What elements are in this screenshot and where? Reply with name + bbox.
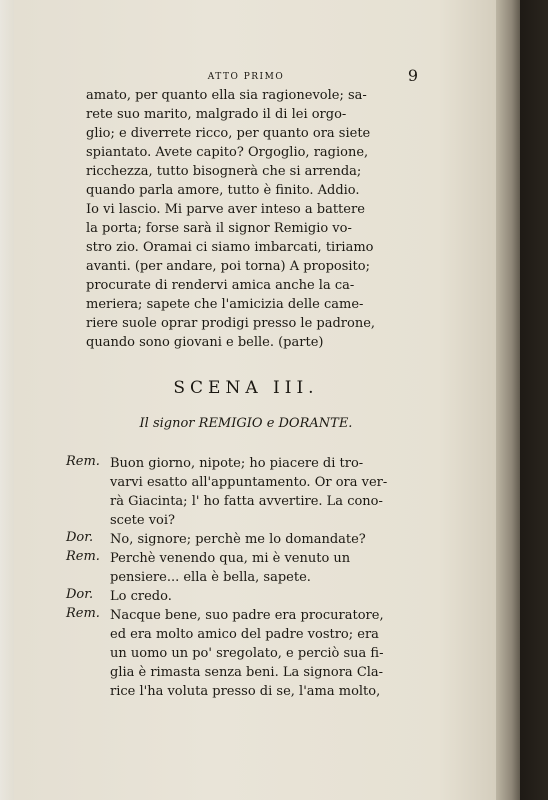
text-line: la porta; forse sarà il signor Remigio vo- [86, 221, 352, 236]
text-line: procurate di rendervi amica anche la ca- [86, 278, 355, 293]
speech-line: varvi esatto all'appuntamento. Or ora ver- [110, 475, 388, 490]
speech-block [66, 549, 406, 587]
speech-block [66, 606, 406, 701]
speech-line: pensiere... ella è bella, sapete. [110, 570, 311, 585]
running-head [86, 60, 418, 86]
dialogue [66, 454, 406, 701]
speech-block [66, 587, 406, 606]
speaker-label: Dor. [66, 530, 94, 545]
speech-block [66, 454, 406, 530]
speech-line: Lo credo. [110, 589, 172, 604]
speech-line: No, signore; perchè me lo domandate? [110, 532, 366, 547]
speaker-label: Dor. [66, 587, 94, 602]
scene-characters: Il signor REMIGIO e DORANTE. [139, 416, 353, 431]
text-line: amato, per quanto ella sia ragionevole; sa- [86, 88, 367, 103]
speaker-label: Rem. [66, 454, 100, 469]
text-line: spiantato. Avete capito? Orgoglio, ragione, [86, 145, 369, 160]
speech-line: Nacque bene, suo padre era procuratore, [110, 608, 384, 623]
speech-line: rice l'ha voluta presso di se, l'ama molto, [110, 684, 381, 699]
speech-line: un uomo un po' sregolato, e perciò sua fi- [110, 646, 384, 661]
text-line: ricchezza, tutto bisognerà che si arrenda; [86, 164, 362, 179]
text-line: riere suole oprar prodigi presso le padrone, [86, 316, 376, 331]
text-line: quando parla amore, tutto è finito. Addio. [86, 183, 360, 198]
speech-line: Perchè venendo qua, mi è venuto un [110, 551, 351, 566]
speech-line: rà Giacinta; l' ho fatta avvertire. La cono- [110, 494, 383, 509]
speech-line: Buon giorno, nipote; ho piacere di tro- [110, 456, 364, 471]
text-line: quando sono giovani e belle. (parte) [86, 335, 324, 350]
text-line: Io vi lascio. Mi parve aver inteso a battere [86, 202, 365, 217]
speaker-label: Rem. [66, 606, 100, 621]
speech-line: ed era molto amico del padre vostro; era [110, 627, 379, 642]
speech-block [66, 530, 406, 549]
speech-line: scete voi? [110, 513, 175, 528]
text-line: stro zio. Oramai ci siamo imbarcati, tiriamo [86, 240, 374, 255]
speaker-label: Rem. [66, 549, 100, 564]
text-line: rete suo marito, malgrado il di lei orgo- [86, 107, 347, 122]
text-line: meriera; sapete che l'amicizia delle came- [86, 297, 364, 312]
scene-heading: SCENA III. [173, 378, 319, 398]
page-text-block [66, 60, 418, 701]
running-head-title: ATTO PRIMO [207, 72, 285, 82]
text-line: glio; e diverrete ricco, per quanto ora siete [86, 126, 371, 141]
text-line: avanti. (per andare, poi torna) A proposito; [86, 259, 370, 274]
opening-paragraph [86, 86, 406, 352]
book-edge-right [520, 0, 548, 800]
page-number: 9 [407, 66, 418, 85]
speech-line: glia è rimasta senza beni. La signora Cla- [110, 665, 384, 680]
